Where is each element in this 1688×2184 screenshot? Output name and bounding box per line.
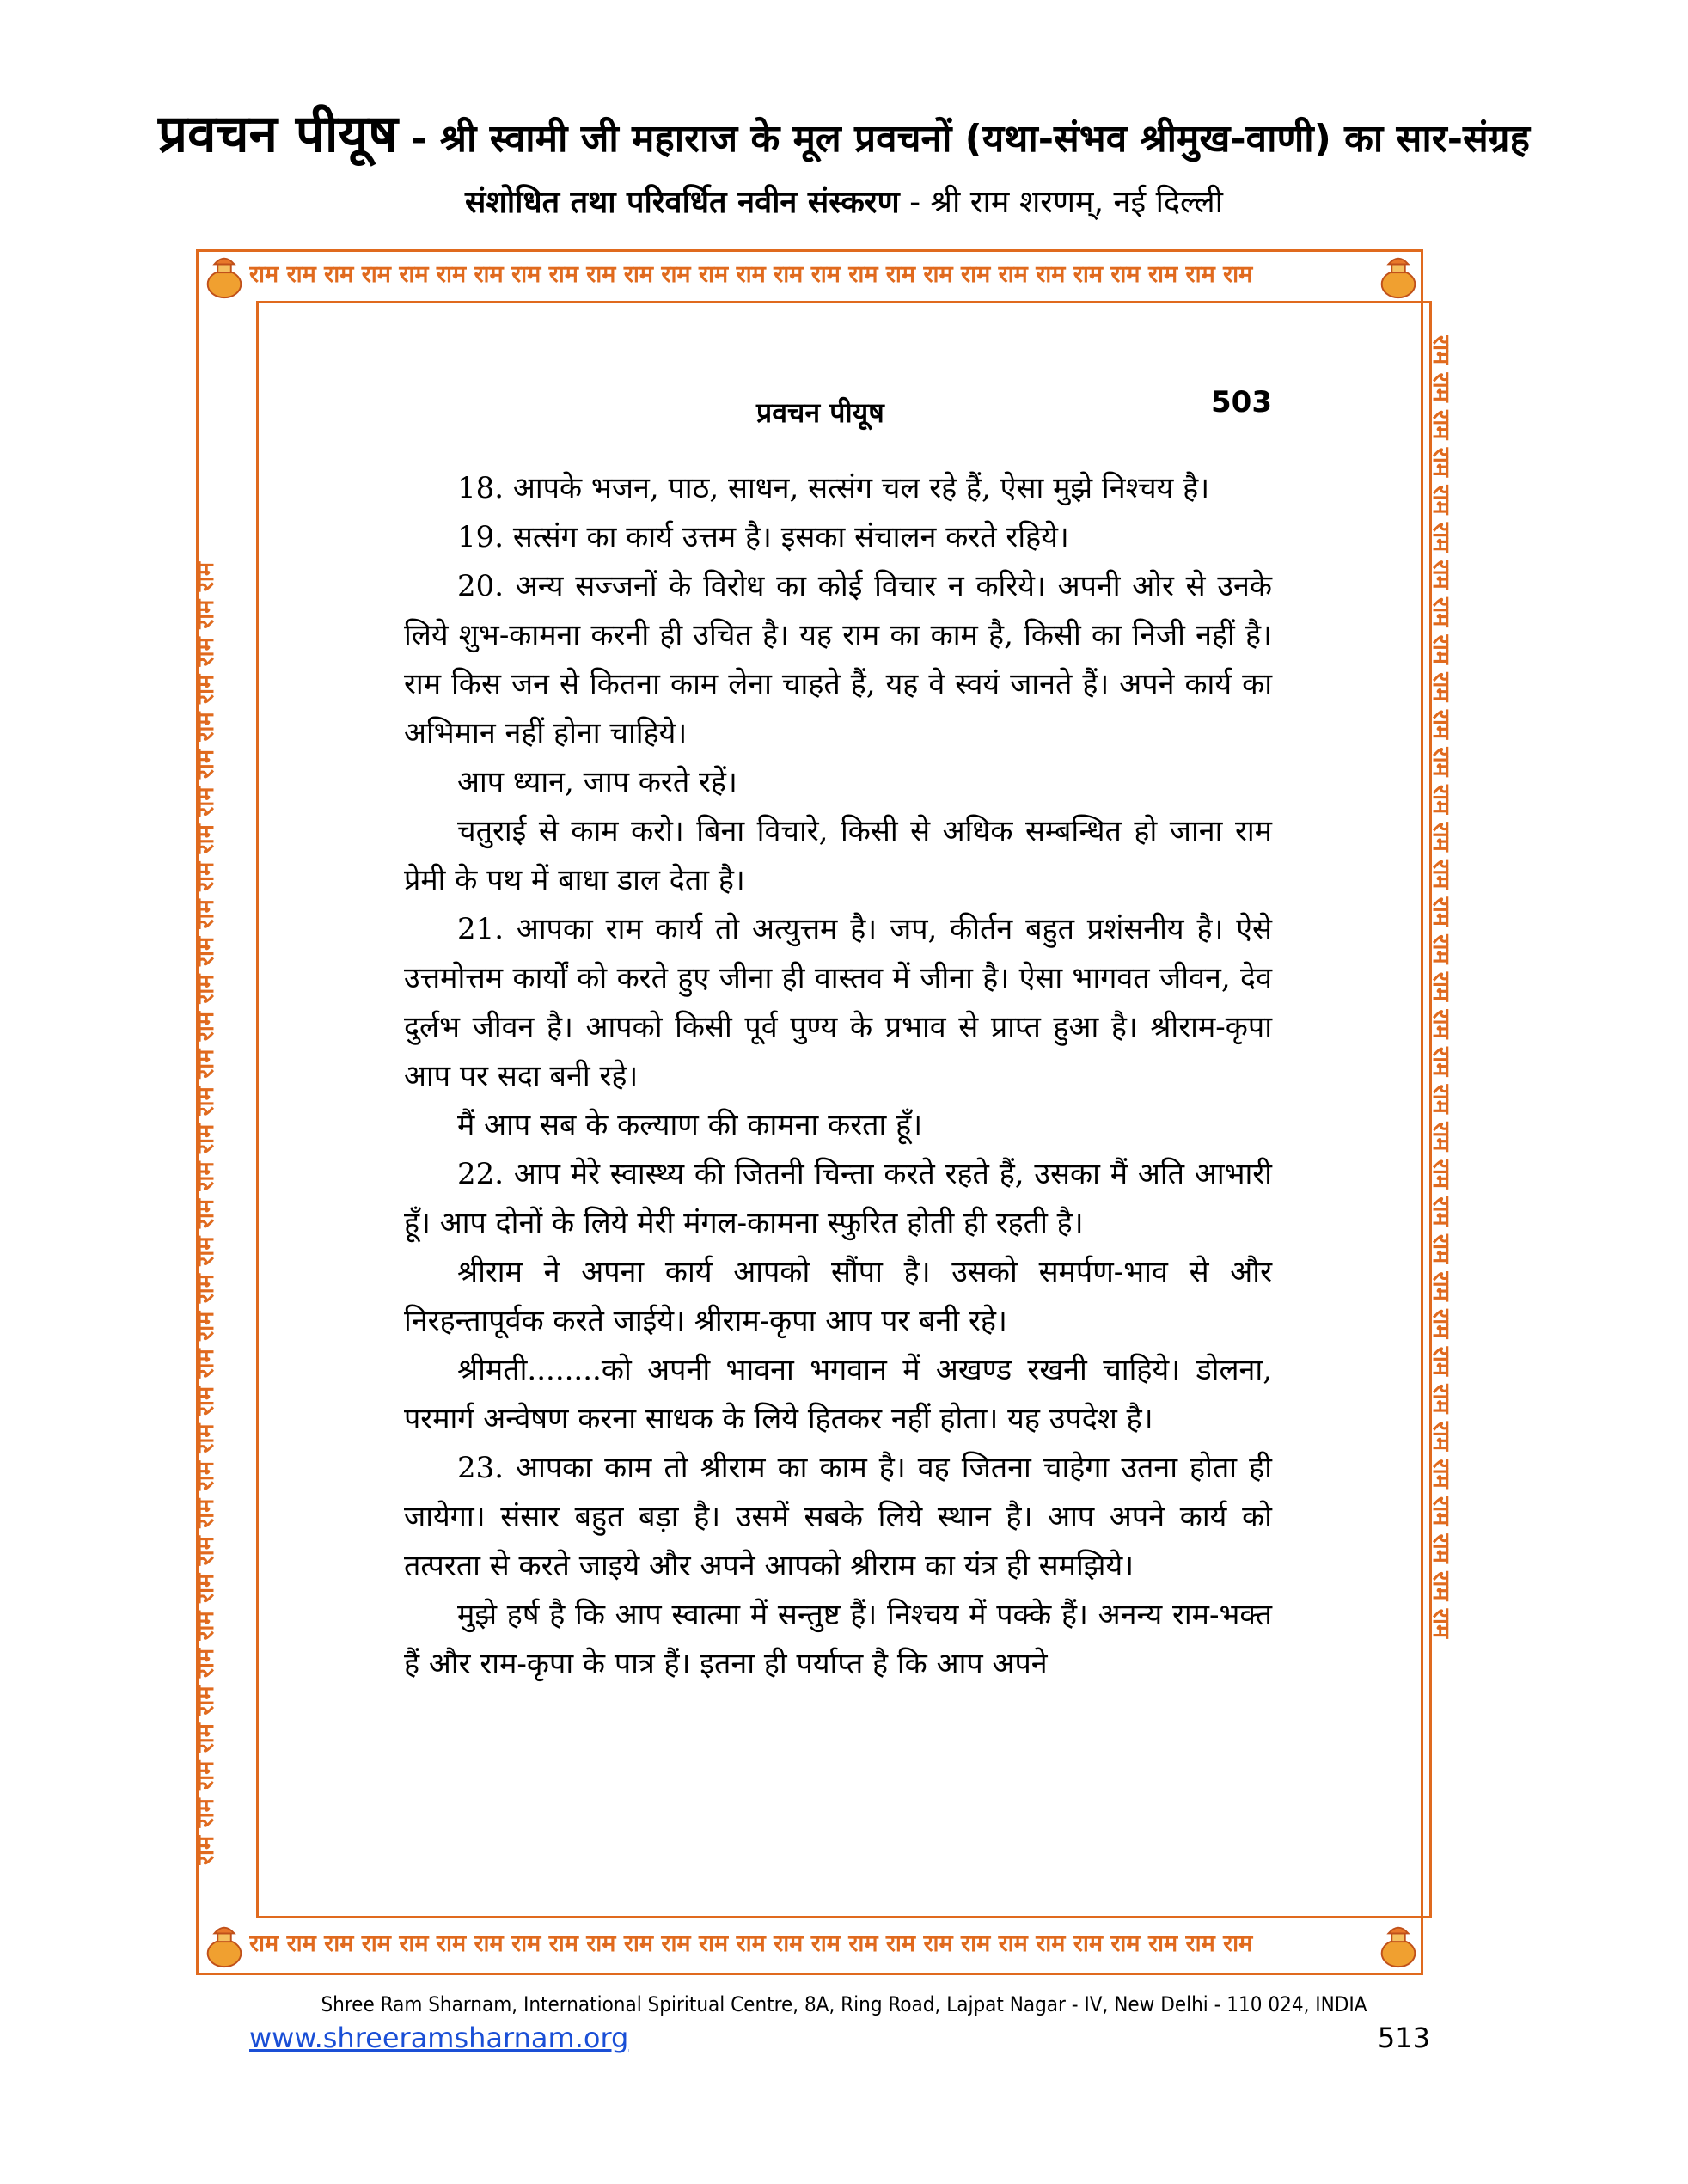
website-link[interactable]: www.shreeramsharnam.org	[249, 2022, 629, 2054]
paragraph: आप ध्यान, जाप करते रहें।	[457, 765, 737, 799]
paragraph: श्रीराम ने अपना कार्य आपको सौंपा है। उसको समर्पण-भाव से और निरहन्तापूर्वक करते जाईये। श्रीराम-कृपा आप पर बनी रहे।	[404, 1255, 1272, 1338]
document-header	[0, 104, 1688, 164]
edition-line	[0, 182, 1688, 223]
book-subtitle: - श्री स्वामी जी महाराज के मूल प्रवचनों (यथा-संभव श्रीमुख-वाणी) का सार-संग्रह	[411, 117, 1530, 161]
page-body	[404, 464, 1272, 1689]
border-ram-right: राम राम राम राम राम राम राम राम राम राम राम राम राम राम राम राम राम राम राम राम राम राम राम राम राम राम राम राम राम राम राम राम राम राम राम	[1428, 335, 1454, 1638]
edition-bold: संशोधित तथा परिवर्धित नवीन संस्करण	[465, 185, 900, 220]
paragraph: 18. आपके भजन, पाठ, साधन, सत्संग चल रहे हैं, ऐसा मुझे निश्चय है।	[457, 471, 1210, 505]
paragraph: 22. आप मेरे स्वास्थ्य की जितनी चिन्ता करते रहते हैं, उसका मैं अति आभारी हूँ। आप दोनों के लिये मेरी मंगल-कामना स्फुरित होती ही रहती है।	[404, 1157, 1272, 1240]
paragraph: मुझे हर्ष है कि आप स्वात्मा में सन्तुष्ट हैं। निश्चय में पक्के हैं। अनन्य राम-भक्त हैं और राम-कृपा के पात्र हैं। इतना ही पर्याप्त है कि आप अपने	[404, 1598, 1272, 1681]
border-ram-left: राम राम राम राम राम राम राम राम राम राम राम राम राम राम राम राम राम राम राम राम राम राम राम राम राम राम राम राम राम राम राम राम राम राम राम	[193, 562, 219, 1865]
kalash-icon	[199, 251, 249, 301]
border-ram-bottom: राम राम राम राम राम राम राम राम राम राम राम राम राम राम राम राम राम राम राम राम राम राम राम राम राम राम राम	[249, 1930, 1253, 1957]
paragraph: 20. अन्य सज्जनों के विरोध का कोई विचार न करिये। अपनी ओर से उनके लिये शुभ-कामना करनी ही उचित है। यह राम का काम है, किसी का निजी नहीं है। राम किस जन से कितना काम लेना चाहते हैं, यह वे स्वयं जानते हैं। अपने कार्य का अभिमान नहीं होना चाहिये।	[404, 569, 1272, 750]
paragraph: 23. आपका काम तो श्रीराम का काम है। वह जितना चाहेगा उतना होता ही जायेगा। संसार बहुत बड़ा है। उसमें सबके लिये स्थान है। आप अपने कार्य को तत्परता से करते जाइये और अपने आपको श्रीराम का यंत्र ही समझिये।	[404, 1451, 1272, 1583]
scanned-page-header	[361, 385, 1272, 437]
paragraph: मैं आप सब के कल्याण की कामना करता हूँ।	[457, 1108, 923, 1142]
edition-publisher: - श्री राम शरणम्, नई दिल्ली	[899, 185, 1223, 220]
book-page-number: 503	[1211, 385, 1272, 419]
paragraph: 21. आपका राम कार्य तो अत्युत्तम है। जप, कीर्तन बहुत प्रशंसनीय है। ऐसे उत्तमोत्तम कार्यों को करते हुए जीना ही वास्तव में जीना है। ऐसा भागवत जीवन, देव दुर्लभ जीवन है। आपको किसी पूर्व पुण्य के प्रभाव से प्राप्त हुआ है। श्रीराम-कृपा आप पर सदा बनी रहे।	[404, 912, 1272, 1093]
running-title: प्रवचन पीयूष	[756, 396, 884, 429]
book-title: प्रवचन पीयूष	[158, 104, 398, 164]
kalash-icon	[1373, 1920, 1423, 1970]
paragraph: चतुराई से काम करो। बिना विचारे, किसी से अधिक सम्बन्धित हो जाना राम प्रेमी के पथ में बाधा डाल देता है।	[404, 814, 1272, 897]
paragraph: श्रीमती........को अपनी भावना भगवान में अखण्ड रखनी चाहिये। डोलना, परमार्ग अन्वेषण करना साधक के लिये हितकर नहीं होता। यह उपदेश है।	[404, 1353, 1272, 1436]
border-ram-top: राम राम राम राम राम राम राम राम राम राम राम राम राम राम राम राम राम राम राम राम राम राम राम राम राम राम राम	[249, 261, 1253, 288]
footer-address: Shree Ram Sharnam, International Spiritual Centre, 8A, Ring Road, Lajpat Nagar - IV, New Delhi - 110 024, INDIA	[321, 1992, 1367, 2016]
kalash-icon	[1373, 251, 1423, 301]
pdf-page-number: 513	[1377, 2022, 1430, 2054]
paragraph: 19. सत्संग का कार्य उत्तम है। इसका संचालन करते रहिये।	[457, 520, 1069, 554]
kalash-icon	[199, 1920, 249, 1970]
